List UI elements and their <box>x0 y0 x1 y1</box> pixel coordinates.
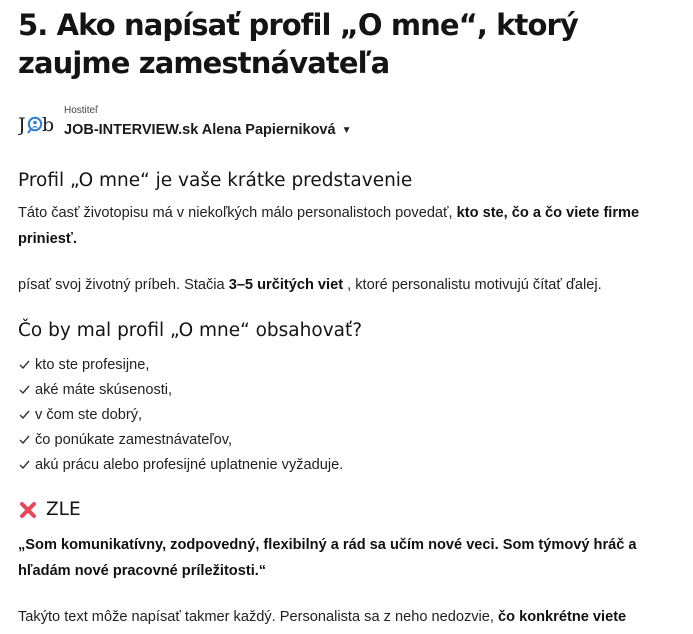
section-heading-contents: Čo by mal profil „O mne“ obsahovať? <box>18 320 363 341</box>
page-title: 5. Ako napísať profil „O mne“, ktorý zaujme zamestnávateľa <box>18 8 578 80</box>
list-item-text: v čom ste dobrý, <box>35 406 143 423</box>
story-paragraph <box>18 272 678 298</box>
job-logo-icon <box>18 109 56 139</box>
story-text: písať svoj životný príbeh. Stačia <box>18 277 229 293</box>
check-icon <box>18 433 31 446</box>
check-icon <box>18 383 31 396</box>
bad-example-quote <box>18 532 678 584</box>
quote-text: „Som komunikatívny, zodpovedný, flexibilný a rád sa učím nové veci. Som týmový hráč a hľadám nové pracovné príležitosti.“ <box>18 537 637 579</box>
host-name[interactable]: JOB-INTERVIEW.sk Alena Papierniková <box>64 122 336 138</box>
host-label: Hostiteľ <box>64 105 99 116</box>
svg-text:J: J <box>18 114 26 136</box>
check-icon <box>18 408 31 421</box>
explanation-paragraph <box>18 604 678 630</box>
host-dropdown[interactable] <box>64 121 351 139</box>
bad-example-label: ZLE <box>46 499 81 520</box>
list-item-text: čo ponúkate zamestnávateľov, <box>35 431 233 448</box>
checklist <box>18 352 343 477</box>
explanation-bold-text: čo konkrétne viete <box>498 609 627 625</box>
list-item <box>18 377 343 402</box>
host-block <box>18 104 351 144</box>
caret-down-icon[interactable]: ▼ <box>341 124 352 136</box>
svg-text:b: b <box>42 114 55 136</box>
list-item-text: aké máte skúsenosti, <box>35 381 173 398</box>
explanation-text: Takýto text môže napísať takmer každý. Personalista sa z neho nedozvie, <box>18 609 499 625</box>
story-bold-text: 3–5 určitých viet <box>228 277 344 293</box>
bad-example-heading <box>18 498 81 522</box>
story-text-end: , ktoré personalistu motivujú čítať ďalej. <box>343 277 602 293</box>
list-item-text: akú prácu alebo profesijné uplatnenie vyžaduje. <box>35 456 344 473</box>
list-item <box>18 452 343 477</box>
intro-text: Táto časť životopisu má v niekoľkých málo personalistoch povedať, <box>18 205 457 221</box>
intro-bold-text: kto ste, čo a čo viete firme priniesť. <box>18 205 640 247</box>
cross-mark-icon <box>18 500 38 520</box>
check-icon <box>18 358 31 371</box>
section-heading-intro: Profil „O mne“ je vaše krátke predstavenie <box>18 170 413 191</box>
check-icon <box>18 458 31 471</box>
list-item-text: kto ste profesijne, <box>35 356 150 373</box>
intro-paragraph <box>18 200 678 252</box>
list-item <box>18 402 343 427</box>
list-item <box>18 427 343 452</box>
list-item <box>18 352 343 377</box>
